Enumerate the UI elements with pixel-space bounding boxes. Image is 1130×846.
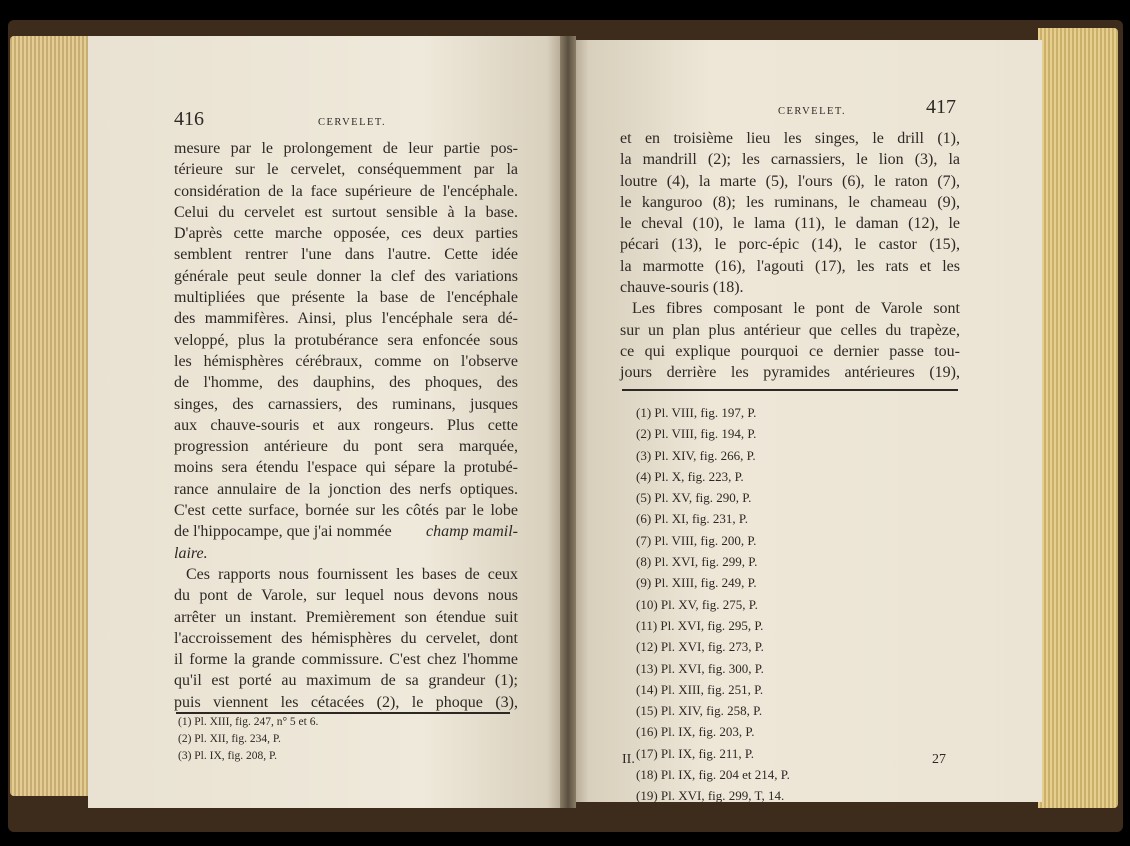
right-footnotes bbox=[636, 402, 790, 807]
text-line: chauve-souris (18). bbox=[620, 279, 744, 297]
text-line: semblent rentrer l'une dans l'autre. Cette idée bbox=[174, 246, 518, 264]
text-line: et en troisième lieu les singes, le drill (1), bbox=[620, 130, 960, 147]
footnote: (8) Pl. XVI, fig. 299, P. bbox=[636, 554, 758, 570]
text-line: loutre (4), la marte (5), l'ours (6), le raton (7), bbox=[620, 172, 960, 190]
footnote: (3) Pl. IX, fig. 208, P. bbox=[178, 750, 278, 762]
footnote: (2) Pl. XII, fig. 234, P. bbox=[178, 733, 281, 745]
text-line: rance annulaire de la jonction des nerfs optiques. bbox=[174, 480, 518, 498]
footnote: (19) Pl. XVI, fig. 299, T, 14. bbox=[636, 788, 785, 804]
text-line: sur un plan plus antérieur que celles du trapèze, bbox=[620, 321, 960, 339]
text-line: ce qui explique pourquoi ce dernier passe tou- bbox=[620, 342, 960, 360]
text-line: l'accroissement des hémisphères du cervelet, dont bbox=[174, 629, 518, 647]
right-body-text bbox=[620, 128, 960, 384]
footnote: (4) Pl. X, fig. 223, P. bbox=[636, 468, 744, 484]
footnote: (10) Pl. XV, fig. 275, P. bbox=[636, 596, 758, 612]
text-line: moins sera étendu l'espace qui sépare la protubé- bbox=[174, 459, 518, 477]
text-line: aux chauve-souris et aux rongeurs. Plus cette bbox=[174, 416, 518, 434]
text-line: arrêter un instant. Premièrement son étendue suit bbox=[174, 608, 518, 626]
right-folio: 417 bbox=[926, 96, 956, 118]
text-line: progression antérieure du pont sera marquée, bbox=[174, 438, 518, 456]
text-line: mesure par le prolongement de leur partie pos- bbox=[174, 140, 518, 157]
footnote: (16) Pl. IX, fig. 203, P. bbox=[636, 724, 755, 740]
text-line: D'après cette marche opposée, ces deux parties bbox=[174, 225, 518, 243]
footnote: (3) Pl. XIV, fig. 266, P. bbox=[636, 447, 756, 463]
text-line: de l'homme, des dauphins, des phoques, des bbox=[174, 374, 518, 392]
text-line: la marmotte (16), l'agouti (17), les rats et les bbox=[620, 257, 960, 275]
text-segment: de l'hippocampe, que j'ai nommée bbox=[174, 523, 392, 541]
footnote: (15) Pl. XIV, fig. 258, P. bbox=[636, 703, 763, 719]
footnote-rule bbox=[622, 389, 958, 391]
footnote: (18) Pl. IX, fig. 204 et 214, P. bbox=[636, 767, 790, 783]
text-line: jours derrière les pyramides antérieures (19), bbox=[620, 364, 960, 382]
footnote: (9) Pl. XIII, fig. 249, P. bbox=[636, 575, 757, 591]
book-gutter bbox=[560, 36, 576, 808]
footnote: (7) Pl. VIII, fig. 200, P. bbox=[636, 532, 757, 548]
text-line: des mammifères. Ainsi, plus l'encéphale sera dé- bbox=[174, 310, 518, 328]
italic-term-end: laire. bbox=[174, 544, 208, 562]
footnote: (13) Pl. XVI, fig. 300, P. bbox=[636, 660, 764, 676]
text-line: qu'il est porté au maximum de sa grandeur (1); bbox=[174, 672, 518, 690]
footnote: (6) Pl. XI, fig. 231, P. bbox=[636, 511, 748, 527]
text-line: C'est cette surface, bornée sur les côtés par le lobe bbox=[174, 502, 518, 520]
text-line: la mandrill (2); les carnassiers, le lion (3), la bbox=[620, 151, 960, 169]
text-line: multipliées que présente la base de l'encéphale bbox=[174, 289, 518, 307]
text-line: il forme la grande commissure. C'est chez l'homme bbox=[174, 651, 518, 669]
signature-mark: II. bbox=[622, 752, 635, 767]
footnote: (11) Pl. XVI, fig. 295, P. bbox=[636, 617, 764, 633]
footnote: (17) Pl. IX, fig. 211, P. bbox=[636, 745, 754, 761]
text-line: térieure sur le cervelet, conséquemment par la bbox=[174, 161, 518, 179]
footnote: (1) Pl. VIII, fig. 197, P. bbox=[636, 405, 757, 420]
text-line: du pont de Varole, sur lequel nous devons nous bbox=[174, 587, 518, 605]
left-running-head: CERVELET. bbox=[318, 117, 387, 128]
page-edges-right bbox=[1038, 28, 1118, 808]
text-line: le kanguroo (8); les ruminans, le chameau (9), bbox=[620, 193, 960, 211]
text-line: Les fibres composant le pont de Varole sont bbox=[632, 300, 960, 318]
text-line: puis viennent les cétacées (2), le phoque (3), bbox=[174, 693, 518, 711]
right-running-head: CERVELET. bbox=[778, 106, 847, 117]
text-line: Ces rapports nous fournissent les bases de ceux bbox=[186, 565, 518, 583]
text-line: le cheval (10), le lama (11), le daman (12), le bbox=[620, 215, 960, 233]
text-line: veloppé, plus la protubérance sera enfoncée sous bbox=[174, 331, 518, 349]
text-line: Celui du cervelet est surtout sensible à la base. bbox=[174, 203, 518, 221]
footnote: (1) Pl. XIII, fig. 247, n° 5 et 6. bbox=[178, 716, 319, 728]
footnote: (14) Pl. XIII, fig. 251, P. bbox=[636, 681, 764, 697]
italic-term: champ mamil- bbox=[426, 523, 518, 541]
text-line: les hémisphères cérébraux, comme on l'observe bbox=[174, 352, 518, 370]
left-folio: 416 bbox=[174, 108, 204, 130]
text-line bbox=[174, 543, 518, 564]
footnote: (12) Pl. XVI, fig. 273, P. bbox=[636, 639, 764, 655]
text-line: considération de la face supérieure de l'encéphale. bbox=[174, 182, 518, 200]
footnote: (5) Pl. XV, fig. 290, P. bbox=[636, 490, 752, 506]
footnote: (2) Pl. VIII, fig. 194, P. bbox=[636, 426, 757, 442]
left-body-text bbox=[174, 138, 518, 713]
signature-number: 27 bbox=[932, 752, 946, 767]
text-line bbox=[174, 521, 518, 542]
text-line: pécari (13), le porc-épic (14), le castor (15), bbox=[620, 236, 960, 254]
page-edges-left bbox=[10, 36, 90, 796]
left-footnotes bbox=[178, 714, 318, 765]
text-line: générale peut seule donner la clef des variations bbox=[174, 267, 518, 285]
text-line: singes, des carnassiers, des ruminans, jusques bbox=[174, 395, 518, 413]
